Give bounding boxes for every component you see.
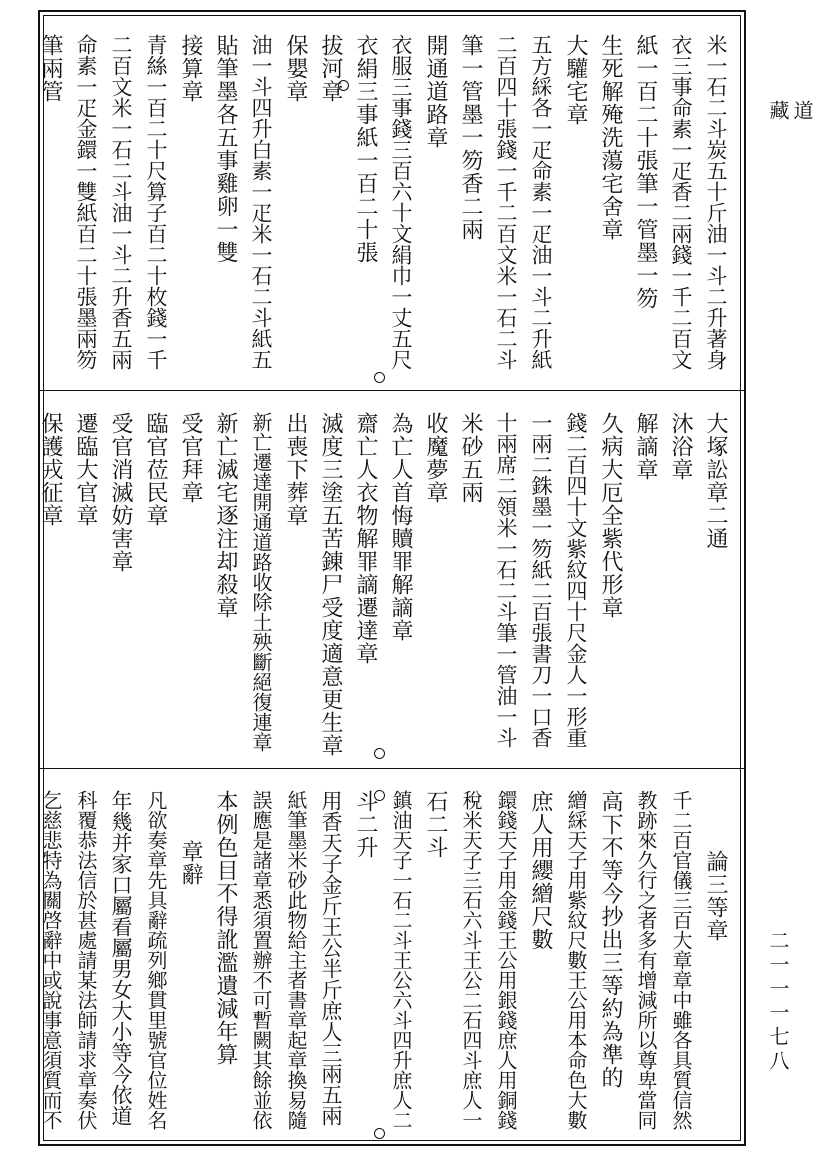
punctuation-circle [374,790,385,801]
text-column: 油一斗四升白素一疋米一石二斗紙五 [249,34,273,370]
text-column: 鐶錢天子用金錢王公用銀錢庶人用銅錢 [494,790,518,1130]
section-heading: 臨官莅民章 [143,412,168,527]
section-heading: 大驩宅章 [563,34,588,126]
section-heading: 論三等章 [703,850,728,942]
text-column: 紙一百二十張筆一管墨一笏 [633,34,658,310]
punctuation-circle [374,748,385,759]
text-column: 教跡來久行之者多有增減所以尊卑當同 [634,790,658,1130]
page-number: 二一一一七八 [766,930,790,1074]
section-heading: 解謫章 [633,412,658,481]
section-heading: 遷臨大官章 [73,412,98,527]
section-heading: 章辭 [178,840,203,886]
section-heading: 開通道路章 [423,34,448,149]
section-heading: 沐浴章 [668,412,693,481]
section-heading: 新亡滅宅逐注却殺章 [213,412,238,619]
text-column: 千二百官儀三百大章章中雖各具質信然 [669,790,693,1130]
section-heading: 為亡人首悔贖罪解謫章 [388,412,413,642]
text-column: 用香天子金斤王公半斤庶人三兩五兩 [319,790,343,1126]
punctuation-circle [338,80,349,91]
section-heading: 滅度三塗五苦錬尸受度適意更生章 [318,412,343,757]
section-heading: 受官消滅妨害章 [108,412,133,573]
text-column: 衣服三事錢三百六十文絹巾一丈五尺 [389,34,413,370]
text-column: 米一石二斗炭五十斤油一斗二升著身 [704,34,728,370]
text-column: 錢二百四十文紫紋四十尺金人一形重 [564,412,588,748]
text-column: 米砂五兩 [458,412,483,504]
text-column: 科覆恭法信於甚處請某法師請求章奏伏 [74,790,98,1130]
text-column: 乞慈悲特為關啓辭中或說事意須質而不 [39,790,63,1130]
text-column: 庶人用纓繒尺數 [528,790,553,951]
text-column: 筆兩管 [38,34,63,103]
text-column: 繒綵天子用紫紋尺數王公用本命色大數 [564,790,588,1130]
page-frame [38,10,746,1146]
text-column: 命素一疋金鐶一雙紙百二十張墨兩笏 [74,34,98,370]
text-column: 紙筆墨米砂此物給主者書章起章換易隨 [284,790,308,1130]
text-column: 一兩二銖墨一笏紙二百張書刀一口香 [529,412,553,748]
text-column: 二百四十張錢一千二百文米一石二斗 [494,34,518,370]
section-heading: 大塚訟章二通 [703,412,728,550]
section-heading: 齋亡人衣物解罪謫遷達章 [353,412,378,665]
text-band-3 [39,790,732,1140]
text-column: 生死解殗洗蕩宅舍章 [598,34,623,241]
text-column: 衣絹三事紙一百二十張 [353,34,378,264]
text-column: 貼筆墨各五事雞卵一雙 [213,34,238,264]
text-column: 五方綵各一疋命素一疋油一斗二升紙 [529,34,553,370]
section-heading: 出喪下葬章 [283,412,308,527]
text-band-1 [38,34,732,384]
section-heading: 接算章 [178,34,203,103]
text-column: 年幾并家口屬看屬男女大小等今依道 [109,790,133,1126]
text-column: 青絲一百二十尺算子百二十枚錢一千 [144,34,168,370]
collection-title: 道 藏 [766,100,814,200]
text-band-2 [38,412,732,762]
text-column: 筆一管墨一笏香二兩 [458,34,483,241]
section-heading: 收魔夢章 [423,412,448,504]
band-divider-1 [40,390,744,391]
text-column: 本例色目不得訛濫遺減年算 [213,790,238,1066]
punctuation-circle [374,372,385,383]
text-column: 石二斗 [423,790,448,859]
text-column: 高下不等今抄出三等約為準的 [598,790,623,1089]
section-heading: 拔河章 [318,34,343,103]
section-heading: 新亡遷達開通道路收除土殃斷絕復連章 [249,412,273,752]
text-column: 鎮油天子一石二斗王公六斗四升庶人二 [389,790,413,1130]
punctuation-circle [374,1128,385,1139]
text-column: 凡欲奏章先具辭疏列鄉貫里號官位姓名 [144,790,168,1130]
text-column: 衣三事命素一疋香二兩錢一千二百文 [669,34,693,370]
section-heading: 久病大厄全紫代形章 [598,412,623,619]
text-column: 斗二升 [353,790,378,859]
section-heading: 保護戎征章 [38,412,63,527]
band-divider-2 [40,768,744,769]
text-column: 十兩席二領米一石二斗筆一管油一斗 [494,412,518,748]
text-column: 二百文米一石二斗油一斗二升香五兩 [109,34,133,370]
section-heading: 受官拜章 [178,412,203,504]
section-heading: 保嬰章 [283,34,308,103]
text-column: 誤應是諸章悉須置辦不可暫闕其餘並依 [249,790,273,1130]
text-column: 稅米天子三石六斗王公二石四斗庶人一 [459,790,483,1130]
